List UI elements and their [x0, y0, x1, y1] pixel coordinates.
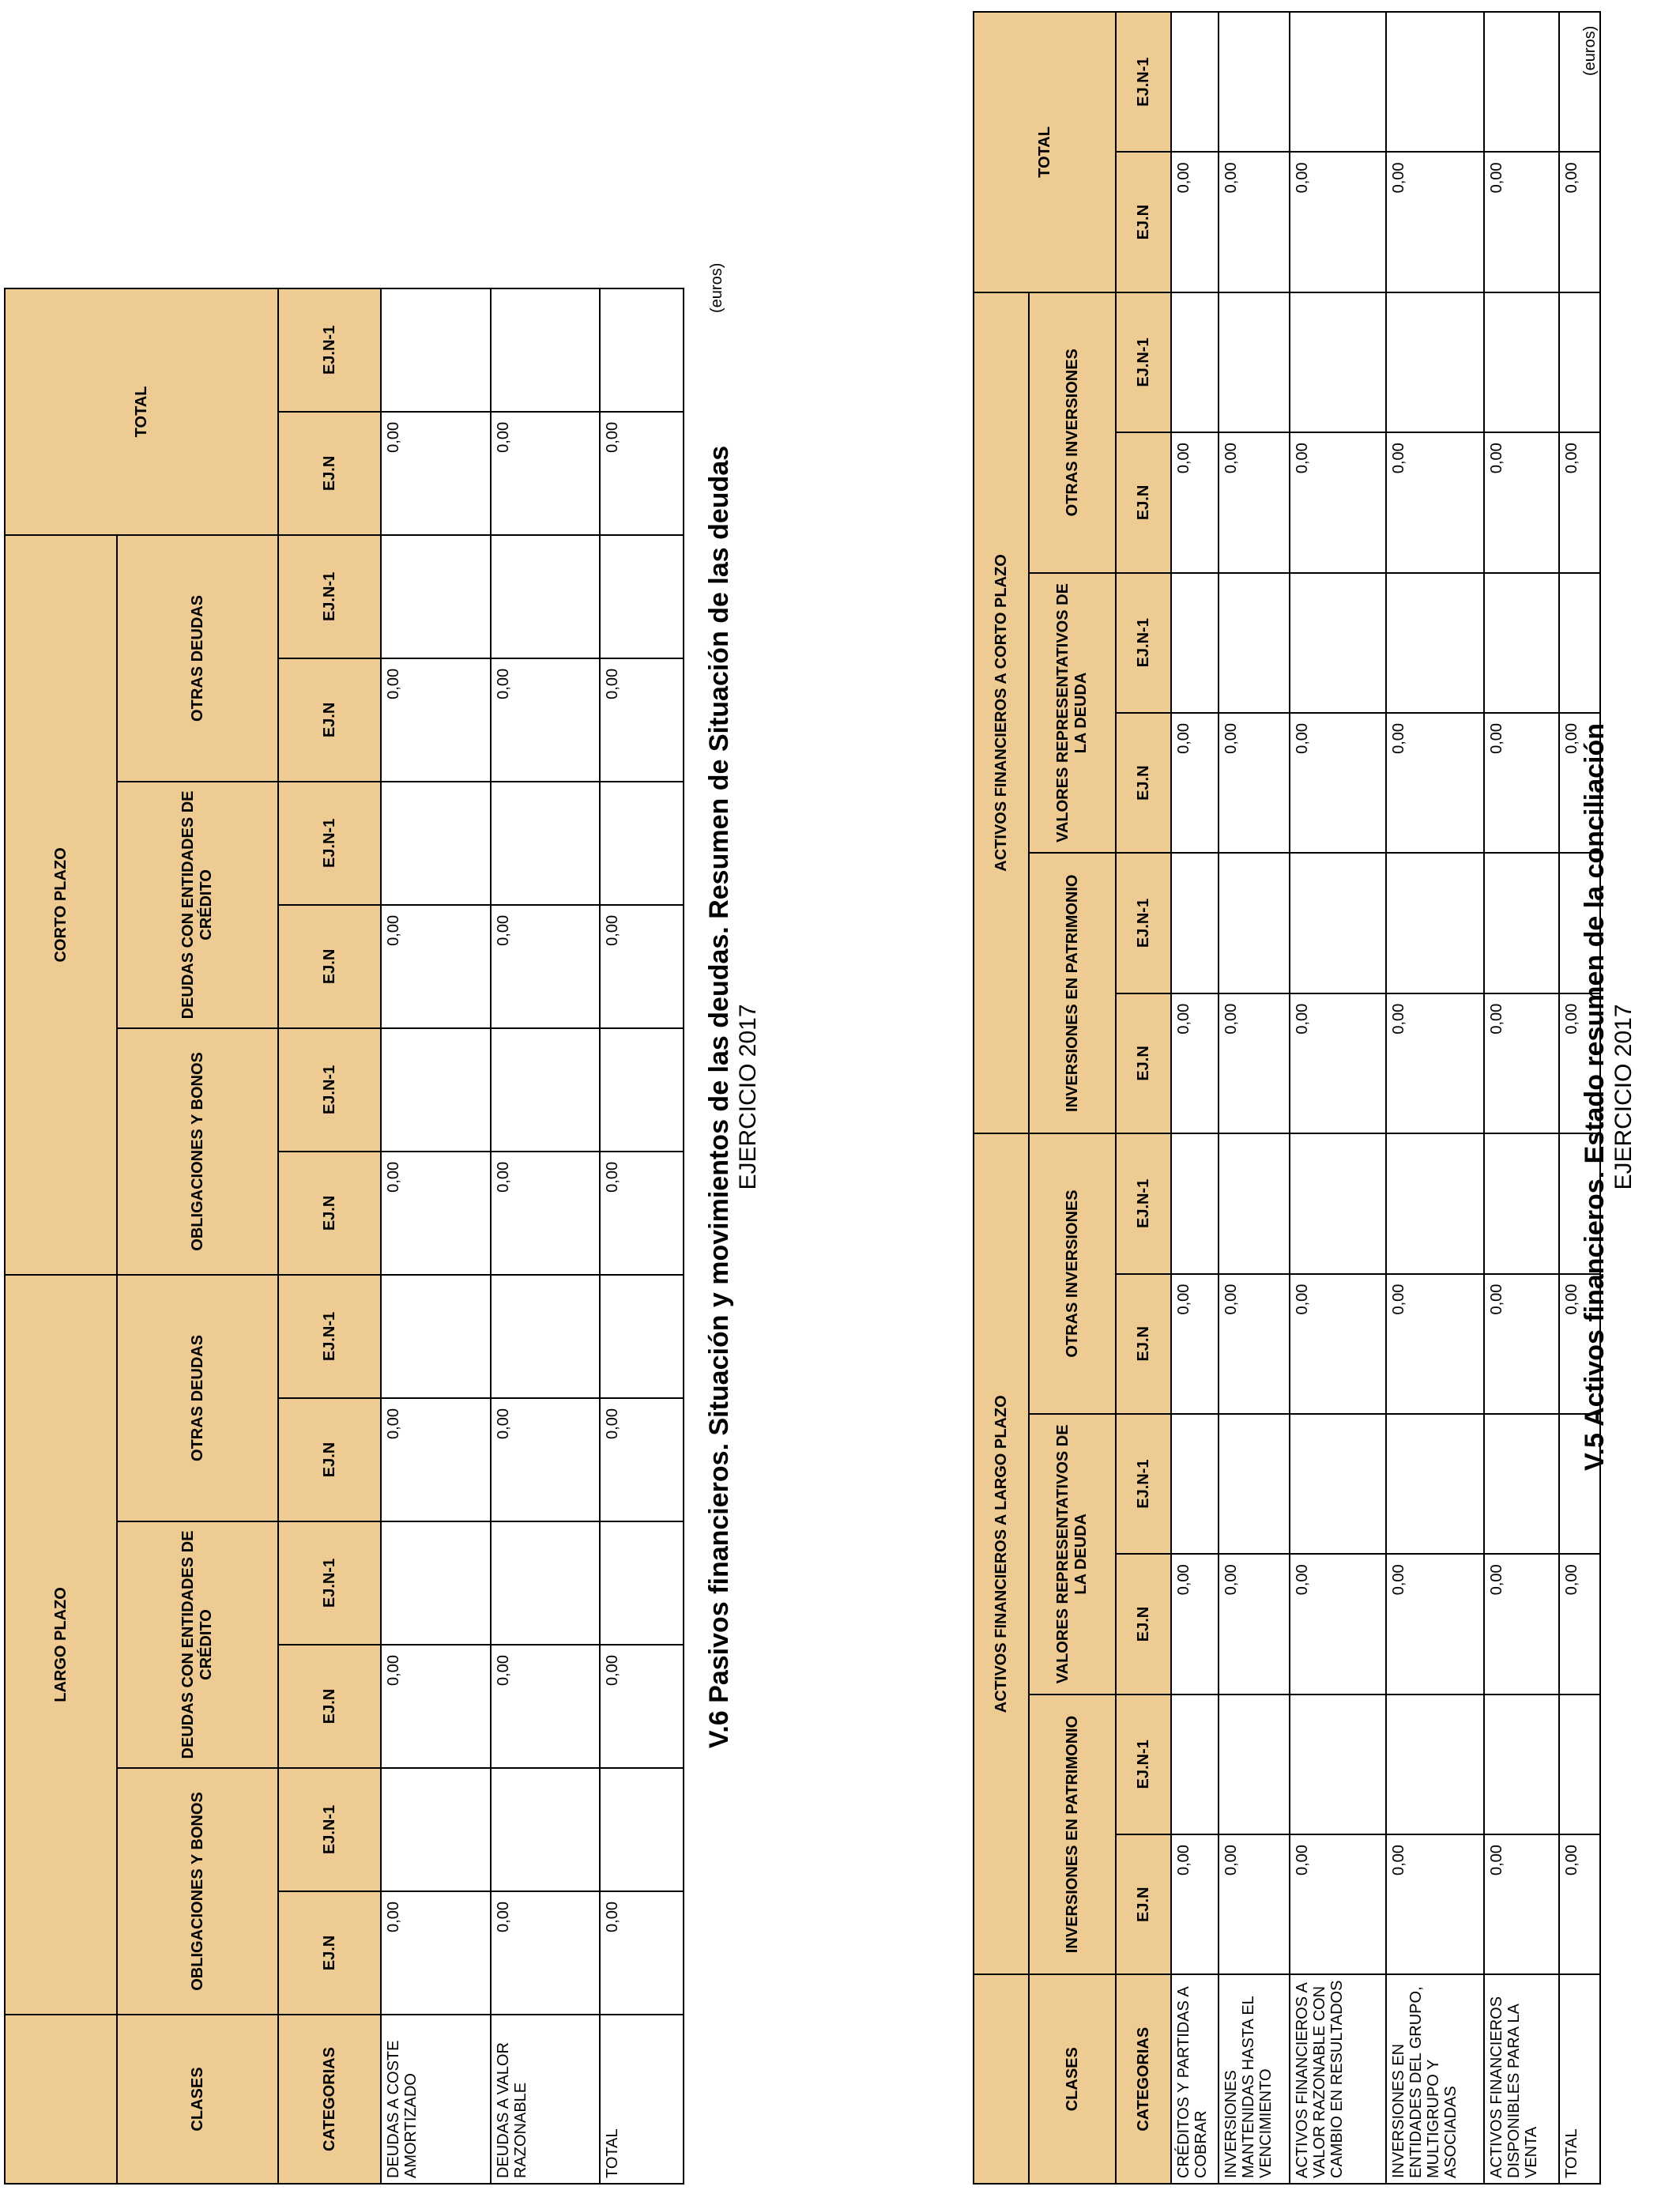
v6-period-header: EJ.N — [278, 1891, 381, 2015]
v6-value-cell: 0,00 — [600, 1398, 684, 1521]
v5-value-cell — [1559, 1414, 1600, 1554]
v6-value-cell: 0,00 — [381, 1152, 490, 1275]
v6-lp-otras-deudas: OTRAS DEUDAS — [117, 1275, 278, 1521]
v5-value-cell: 0,00 — [1290, 713, 1386, 853]
v6-value-cell — [381, 782, 490, 905]
v5-subtitle: EJERCICIO 2017 — [1610, 1004, 1637, 1190]
v5-value-cell — [1171, 1695, 1219, 1834]
v5-categories-label: CATEGORIAS — [1116, 1974, 1171, 2184]
v6-subtitle: EJERCICIO 2017 — [735, 1004, 761, 1190]
v5-value-cell: 0,00 — [1290, 1554, 1386, 1694]
v6-value-cell: 0,00 — [381, 412, 490, 535]
v6-value-cell — [491, 535, 600, 658]
table-row — [1386, 12, 1484, 2184]
v6-table — [4, 289, 684, 2185]
v5-cp-valores-deuda: VALORES REPRESENTATIVOS DE LA DEUDA — [1029, 573, 1116, 854]
v6-period-header: EJ.N-1 — [278, 782, 381, 905]
v5-value-cell: 0,00 — [1219, 1274, 1290, 1414]
v6-period-header: EJ.N-1 — [278, 1028, 381, 1152]
v5-table — [973, 11, 1580, 2185]
v5-category-label: INVERSIONES MANTENIDAS HASTA EL VENCIMIENTO — [1219, 1974, 1290, 2184]
v5-value-cell — [1219, 1695, 1290, 1834]
v5-value-cell: 0,00 — [1484, 713, 1559, 853]
v6-value-cell — [381, 1275, 490, 1398]
v5-value-cell: 0,00 — [1559, 1554, 1600, 1694]
v6-value-cell: 0,00 — [381, 1645, 490, 1768]
v5-period-header: EJ.N — [1116, 152, 1171, 292]
v6-value-cell: 0,00 — [491, 412, 600, 535]
v5-value-cell — [1171, 853, 1219, 993]
v5-value-cell: 0,00 — [1386, 1554, 1484, 1694]
v5-value-cell: 0,00 — [1171, 432, 1219, 572]
v5-value-cell — [1290, 1414, 1386, 1554]
v5-value-cell: 0,00 — [1484, 1834, 1559, 1974]
table-row — [1290, 12, 1386, 2184]
v5-value-cell: 0,00 — [1219, 1834, 1290, 1974]
v5-period-header: EJ.N — [1116, 1554, 1171, 1694]
v5-group-total: TOTAL — [974, 12, 1116, 292]
v6-value-cell: 0,00 — [600, 1645, 684, 1768]
v5-value-cell: 0,00 — [1386, 993, 1484, 1133]
v5-lp-valores-deuda: VALORES REPRESENTATIVOS DE LA DEUDA — [1029, 1414, 1116, 1695]
v6-lp-obligaciones-bonos: OBLIGACIONES Y BONOS — [117, 1768, 278, 2015]
v6-period-header: EJ.N-1 — [278, 535, 381, 658]
v6-value-cell — [491, 1275, 600, 1398]
v5-value-cell — [1386, 1695, 1484, 1834]
v6-value-cell: 0,00 — [491, 1891, 600, 2015]
v5-value-cell: 0,00 — [1219, 993, 1290, 1133]
v6-value-cell — [381, 1028, 490, 1152]
v5-value-cell — [1386, 853, 1484, 993]
v5-value-cell — [1171, 292, 1219, 432]
v5-value-cell — [1484, 1695, 1559, 1834]
v5-value-cell: 0,00 — [1290, 1834, 1386, 1974]
v5-value-cell: 0,00 — [1386, 152, 1484, 292]
v5-value-cell — [1219, 1133, 1290, 1273]
v6-category-label: DEUDAS A VALOR RAZONABLE — [491, 2015, 600, 2184]
v6-category-label: DEUDAS A COSTE AMORTIZADO — [381, 2015, 490, 2184]
v6-period-header: EJ.N-1 — [278, 1768, 381, 1891]
v5-value-cell: 0,00 — [1386, 1274, 1484, 1414]
table-row — [491, 288, 600, 2184]
v5-period-header: EJ.N — [1116, 1274, 1171, 1414]
v5-value-cell — [1484, 12, 1559, 152]
v5-value-cell: 0,00 — [1290, 152, 1386, 292]
v6-value-cell — [600, 535, 684, 658]
v5-value-cell: 0,00 — [1559, 432, 1600, 572]
v5-value-cell — [1484, 853, 1559, 993]
v5-value-cell: 0,00 — [1171, 1834, 1219, 1974]
v5-value-cell — [1171, 12, 1219, 152]
v5-value-cell: 0,00 — [1484, 152, 1559, 292]
v5-value-cell — [1219, 573, 1290, 713]
v5-value-cell — [1290, 1133, 1386, 1273]
v6-value-cell — [600, 782, 684, 905]
v5-group-largo: ACTIVOS FINANCIEROS A LARGO PLAZO — [974, 1133, 1029, 1974]
v6-value-cell — [381, 535, 490, 658]
v6-value-cell: 0,00 — [381, 1398, 490, 1521]
v5-value-cell: 0,00 — [1290, 432, 1386, 572]
table-row — [381, 288, 490, 2184]
v6-cp-otras-deudas: OTRAS DEUDAS — [117, 535, 278, 782]
v5-header-blank — [974, 1974, 1029, 2184]
v6-unit: (euros) — [708, 262, 725, 313]
v5-unit: (euros) — [1581, 25, 1599, 76]
v5-period-header: EJ.N-1 — [1116, 292, 1171, 432]
v5-value-cell — [1559, 853, 1600, 993]
v5-value-cell — [1559, 1133, 1600, 1273]
v5-value-cell: 0,00 — [1219, 1554, 1290, 1694]
v5-value-cell: 0,00 — [1386, 1834, 1484, 1974]
v5-value-cell — [1386, 292, 1484, 432]
v6-value-cell — [381, 288, 490, 412]
v6-header-blank — [5, 2015, 117, 2184]
v5-cp-otras-inversiones: OTRAS INVERSIONES — [1029, 292, 1116, 573]
v6-cp-deudas-entidades: DEUDAS CON ENTIDADES DE CRÉDITO — [117, 782, 278, 1028]
v6-period-header: EJ.N — [278, 658, 381, 782]
v5-value-cell — [1484, 1414, 1559, 1554]
v5-period-header: EJ.N — [1116, 713, 1171, 853]
v5-value-cell — [1290, 12, 1386, 152]
v6-value-cell: 0,00 — [600, 905, 684, 1028]
v6-category-label: TOTAL — [600, 2015, 684, 2184]
v6-period-header: EJ.N — [278, 412, 381, 535]
v5-value-cell: 0,00 — [1171, 152, 1219, 292]
v5-value-cell — [1290, 292, 1386, 432]
v5-period-header: EJ.N-1 — [1116, 1414, 1171, 1554]
v6-group-largo: LARGO PLAZO — [5, 1275, 117, 2015]
v6-value-cell: 0,00 — [600, 1152, 684, 1275]
v5-group-corto: ACTIVOS FINANCIEROS A CORTO PLAZO — [974, 292, 1029, 1133]
table-row — [600, 288, 684, 2184]
v5-value-cell — [1559, 573, 1600, 713]
v6-value-cell — [491, 1768, 600, 1891]
v6-value-cell — [600, 1028, 684, 1152]
v5-value-cell: 0,00 — [1290, 1274, 1386, 1414]
v5-category-label: ACTIVOS FINANCIEROS A VALOR RAZONABLE CON CAMBIO EN RESULTADOS — [1290, 1974, 1386, 2184]
v5-value-cell: 0,00 — [1219, 432, 1290, 572]
v5-category-label: CRÉDITOS Y PARTIDAS A COBRAR — [1171, 1974, 1219, 2184]
v6-value-cell — [491, 1028, 600, 1152]
v5-value-cell — [1559, 12, 1600, 152]
v6-value-cell: 0,00 — [381, 905, 490, 1028]
v5-value-cell — [1559, 1695, 1600, 1834]
v5-value-cell — [1559, 292, 1600, 432]
v5-period-header: EJ.N-1 — [1116, 1133, 1171, 1273]
v5-value-cell — [1219, 12, 1290, 152]
v6-value-cell: 0,00 — [600, 658, 684, 782]
v5-value-cell — [1290, 1695, 1386, 1834]
v6-value-cell — [600, 288, 684, 412]
v5-value-cell: 0,00 — [1171, 1554, 1219, 1694]
v5-value-cell: 0,00 — [1219, 713, 1290, 853]
v6-value-cell: 0,00 — [491, 905, 600, 1028]
v5-period-header: EJ.N — [1116, 1834, 1171, 1974]
v6-value-cell: 0,00 — [491, 1645, 600, 1768]
v5-lp-inversiones-patrimonio: INVERSIONES EN PATRIMONIO — [1029, 1695, 1116, 1975]
v6-period-header: EJ.N — [278, 1152, 381, 1275]
v5-value-cell — [1484, 292, 1559, 432]
v6-value-cell: 0,00 — [491, 1152, 600, 1275]
v6-period-header: EJ.N — [278, 905, 381, 1028]
v5-title: V.5 Activos financieros. Estado resumen de la conciliación — [1580, 722, 1610, 1472]
v5-value-cell — [1171, 573, 1219, 713]
v6-value-cell: 0,00 — [381, 658, 490, 782]
v6-group-corto: CORTO PLAZO — [5, 535, 117, 1275]
v5-value-cell — [1219, 1414, 1290, 1554]
v6-cp-obligaciones-bonos: OBLIGACIONES Y BONOS — [117, 1028, 278, 1275]
v5-cp-inversiones-patrimonio: INVERSIONES EN PATRIMONIO — [1029, 853, 1116, 1133]
v5-value-cell — [1484, 1133, 1559, 1273]
v5-category-label: ACTIVOS FINANCIEROS DISPONIBLES PARA LA VENTA — [1484, 1974, 1559, 2184]
v5-value-cell: 0,00 — [1386, 432, 1484, 572]
v5-value-cell: 0,00 — [1559, 152, 1600, 292]
v5-period-header: EJ.N — [1116, 432, 1171, 572]
v5-value-cell — [1386, 1133, 1484, 1273]
v5-value-cell: 0,00 — [1386, 713, 1484, 853]
v5-value-cell: 0,00 — [1559, 993, 1600, 1133]
v5-value-cell — [1386, 1414, 1484, 1554]
v6-value-cell: 0,00 — [491, 1398, 600, 1521]
v6-value-cell — [600, 1768, 684, 1891]
v6-value-cell: 0,00 — [600, 1891, 684, 2015]
v5-value-cell — [1171, 1133, 1219, 1273]
v5-category-label: TOTAL — [1559, 1974, 1600, 2184]
v6-title: V.6 Pasivos financieros. Situación y movimientos de las deudas. Resumen de Situación de las deudas — [704, 445, 734, 1749]
v5-value-cell: 0,00 — [1290, 993, 1386, 1133]
v5-value-cell: 0,00 — [1171, 713, 1219, 853]
v5-value-cell: 0,00 — [1559, 1834, 1600, 1974]
v6-period-header: EJ.N — [278, 1398, 381, 1521]
v5-value-cell — [1171, 1414, 1219, 1554]
v5-period-header: EJ.N-1 — [1116, 573, 1171, 713]
v5-value-cell: 0,00 — [1171, 993, 1219, 1133]
v5-value-cell — [1219, 853, 1290, 993]
v6-period-header: EJ.N-1 — [278, 288, 381, 412]
v6-lp-deudas-entidades: DEUDAS CON ENTIDADES DE CRÉDITO — [117, 1521, 278, 1768]
v6-value-cell: 0,00 — [491, 658, 600, 782]
v6-value-cell — [600, 1521, 684, 1645]
v5-value-cell: 0,00 — [1559, 713, 1600, 853]
v6-value-cell — [491, 1521, 600, 1645]
v6-period-header: EJ.N-1 — [278, 1521, 381, 1645]
v6-value-cell — [381, 1521, 490, 1645]
v5-value-cell: 0,00 — [1559, 1274, 1600, 1414]
v5-value-cell: 0,00 — [1171, 1274, 1219, 1414]
v5-lp-otras-inversiones: OTRAS INVERSIONES — [1029, 1133, 1116, 1414]
v5-classes-label: CLASES — [1029, 1974, 1116, 2184]
v5-value-cell — [1386, 12, 1484, 152]
table-row — [1559, 12, 1600, 2184]
v5-period-header: EJ.N-1 — [1116, 1695, 1171, 1834]
v6-value-cell — [491, 782, 600, 905]
v5-period-header: EJ.N-1 — [1116, 853, 1171, 993]
v5-value-cell — [1290, 853, 1386, 993]
v6-value-cell — [600, 1275, 684, 1398]
v6-value-cell: 0,00 — [381, 1891, 490, 2015]
table-row — [1171, 12, 1219, 2184]
v6-period-header: EJ.N — [278, 1645, 381, 1768]
v6-group-total: TOTAL — [5, 288, 278, 535]
v6-value-cell — [381, 1768, 490, 1891]
v5-value-cell — [1219, 292, 1290, 432]
v6-classes-label: CLASES — [117, 2015, 278, 2184]
v5-period-header: EJ.N — [1116, 993, 1171, 1133]
table-row — [1484, 12, 1559, 2184]
v5-value-cell — [1484, 573, 1559, 713]
table-row — [1219, 12, 1290, 2184]
v6-period-header: EJ.N-1 — [278, 1275, 381, 1398]
v6-value-cell — [491, 288, 600, 412]
v6-value-cell: 0,00 — [600, 412, 684, 535]
v6-categories-label: CATEGORIAS — [278, 2015, 381, 2184]
v5-value-cell — [1290, 573, 1386, 713]
v5-value-cell — [1386, 573, 1484, 713]
v5-value-cell: 0,00 — [1484, 993, 1559, 1133]
v5-value-cell: 0,00 — [1484, 432, 1559, 572]
v5-category-label: INVERSIONES EN ENTIDADES DEL GRUPO, MULTIGRUPO Y ASOCIADAS — [1386, 1974, 1484, 2184]
v5-value-cell: 0,00 — [1484, 1554, 1559, 1694]
v5-value-cell: 0,00 — [1484, 1274, 1559, 1414]
v5-value-cell: 0,00 — [1219, 152, 1290, 292]
v5-period-header: EJ.N-1 — [1116, 12, 1171, 152]
